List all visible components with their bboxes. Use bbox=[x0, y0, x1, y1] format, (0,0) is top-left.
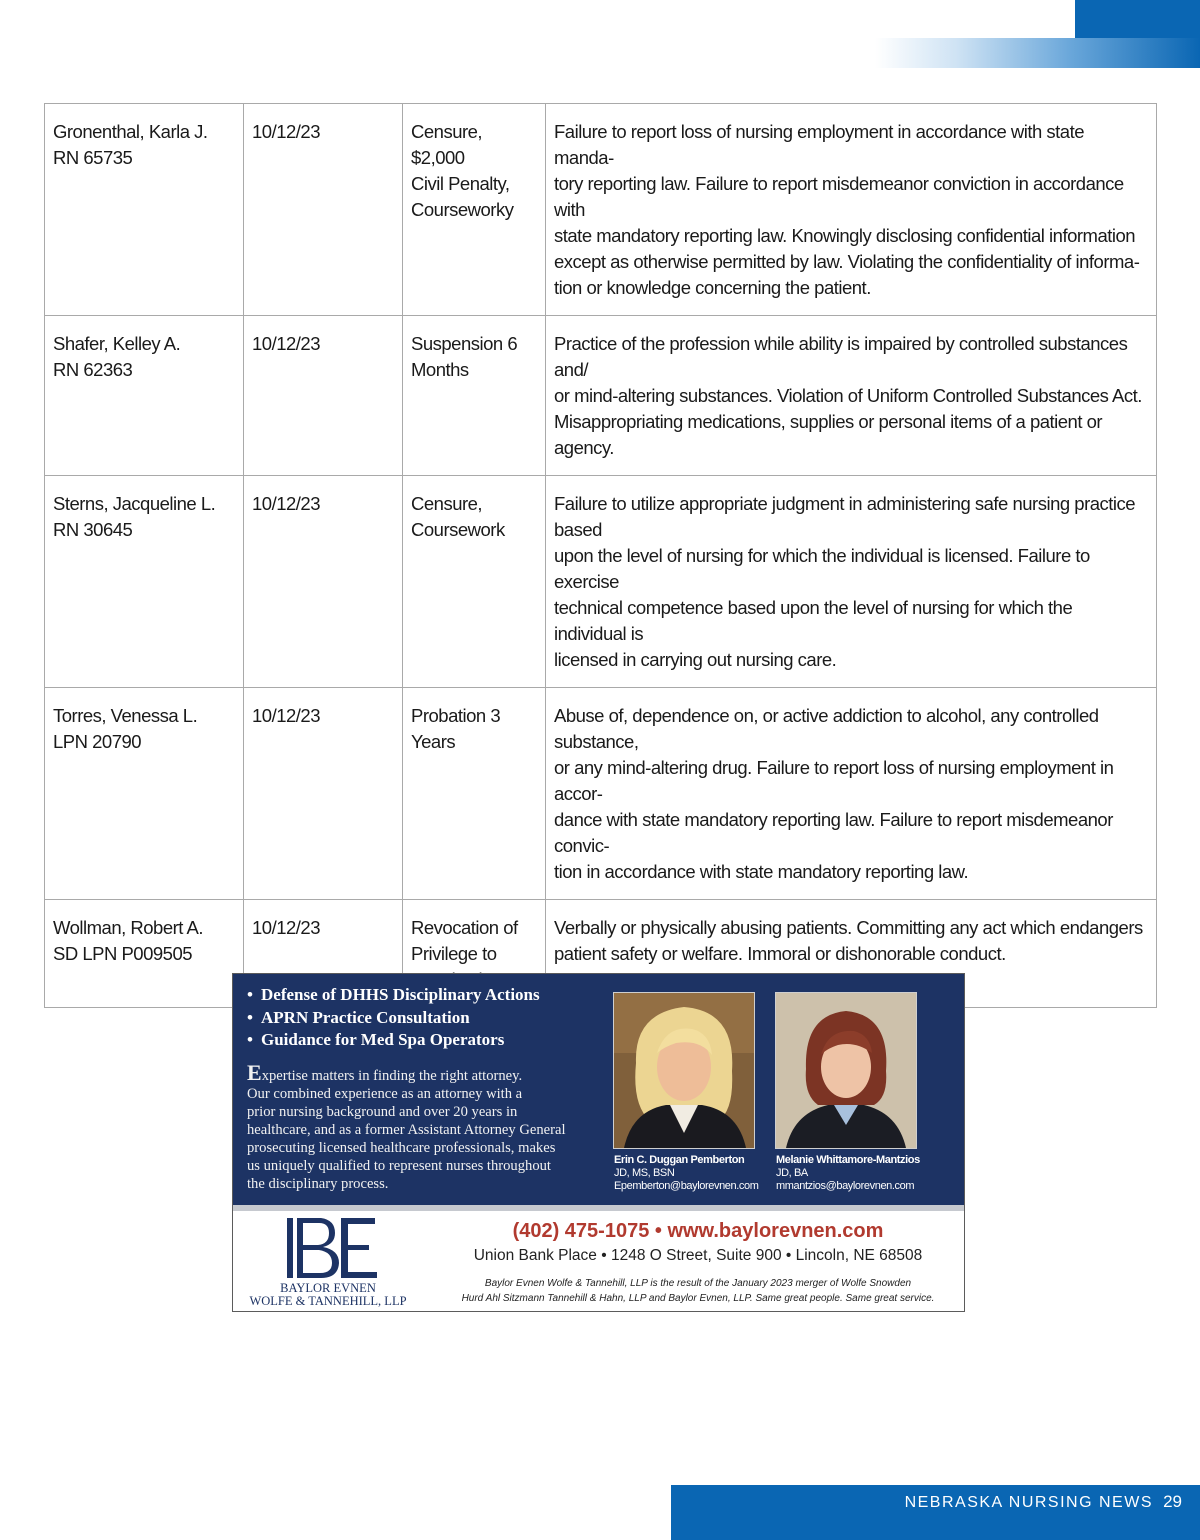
date-text: 10/12/23 bbox=[252, 705, 321, 726]
pitch-line: prosecuting licensed healthcare professionals, makes bbox=[247, 1140, 556, 1156]
violation-description bbox=[546, 688, 1157, 900]
date-text: 10/12/23 bbox=[252, 333, 321, 354]
merger-line: Baylor Evnen Wolfe & Tannehill, LLP is the result of the January 2023 merger of Wolfe Snowden bbox=[484, 1278, 912, 1289]
service-label: Defense of DHHS Disciplinary Actions bbox=[261, 985, 540, 1004]
list-item bbox=[247, 1029, 540, 1052]
violation-line: Failure to utilize appropriate judgment in administering safe nursing practice based bbox=[554, 493, 1136, 540]
action-taken bbox=[403, 476, 546, 688]
action-line: Years bbox=[411, 731, 456, 752]
attorney-name: Erin C. Duggan Pemberton bbox=[614, 1154, 745, 1166]
action-line: Privilege to bbox=[411, 943, 497, 964]
licensee-name: Gronenthal, Karla J. bbox=[53, 121, 208, 142]
action-line: Censure, $2,000 bbox=[411, 121, 483, 168]
license-number: RN 30645 bbox=[53, 519, 133, 540]
licensee-cell bbox=[45, 104, 244, 316]
phone-and-website[interactable]: (402) 475-1075 • www.baylorevnen.com bbox=[512, 1220, 884, 1242]
violation-line: or any mind-altering drug. Failure to report loss of nursing employment in accor- bbox=[554, 757, 1114, 804]
violation-line: tion in accordance with state mandatory reporting law. bbox=[554, 861, 969, 882]
attorney-email[interactable]: mmantzios@baylorevnen.com bbox=[776, 1180, 915, 1192]
pitch-line: the disciplinary process. bbox=[247, 1176, 389, 1192]
date-text: 10/12/23 bbox=[252, 917, 321, 938]
publication-title: NEBRASKA NURSING NEWS bbox=[904, 1494, 1153, 1511]
violation-line: dance with state mandatory reporting law. Failure to report misdemeanor convic- bbox=[554, 809, 1113, 856]
violation-description bbox=[546, 104, 1157, 316]
logo-line: WOLFE & TANNEHILL, LLP bbox=[249, 1294, 407, 1308]
licensee-cell bbox=[45, 688, 244, 900]
action-line: Courseworky bbox=[411, 199, 514, 220]
license-number: RN 62363 bbox=[53, 359, 133, 380]
violation-line: Misappropriating medications, supplies or personal items of a patient or agency. bbox=[554, 411, 1103, 458]
violation-line: upon the level of nursing for which the individual is licensed. Failure to exercise bbox=[554, 545, 1090, 592]
action-date bbox=[244, 688, 403, 900]
pitch-line: prior nursing background and over 20 years in bbox=[247, 1104, 518, 1120]
licensee-name: Torres, Venessa L. bbox=[53, 705, 198, 726]
attorney-photo-whittamore-mantzios bbox=[775, 992, 917, 1149]
attorney-credentials: JD, BA bbox=[776, 1167, 808, 1179]
action-taken bbox=[403, 688, 546, 900]
page-number: 29 bbox=[1163, 1492, 1182, 1511]
violation-line: Practice of the profession while ability is impaired by controlled substances and/ bbox=[554, 333, 1128, 380]
action-date bbox=[244, 104, 403, 316]
pitch-line: healthcare, and as a former Assistant Attorney General bbox=[247, 1122, 566, 1138]
action-line: Suspension 6 bbox=[411, 333, 518, 354]
licensee-name: Wollman, Robert A. bbox=[53, 917, 204, 938]
action-line: Coursework bbox=[411, 519, 505, 540]
table-row bbox=[45, 476, 1157, 688]
bullet-glyph: • bbox=[247, 1007, 253, 1027]
law-firm-advertisement bbox=[232, 973, 965, 1312]
services-list bbox=[247, 984, 540, 1052]
date-text: 10/12/23 bbox=[252, 493, 321, 514]
ad-divider-stripe bbox=[233, 1205, 964, 1211]
action-line: Civil Penalty, bbox=[411, 173, 510, 194]
violation-line: tion or knowledge concerning the patient. bbox=[554, 277, 871, 298]
action-line: Revocation of bbox=[411, 917, 518, 938]
table-row bbox=[45, 104, 1157, 316]
merger-note bbox=[438, 1276, 958, 1306]
violation-line: or mind-altering substances. Violation of Uniform Controlled Substances Act. bbox=[554, 385, 1142, 406]
licensee-cell bbox=[45, 316, 244, 476]
violation-line: Verbally or physically abusing patients. Committing any act which endangers bbox=[554, 917, 1143, 938]
attorney-name: Melanie Whittamore-Mantzios bbox=[776, 1154, 920, 1166]
list-item bbox=[247, 984, 540, 1007]
header-gradient-bar bbox=[875, 38, 1200, 68]
violation-line: patient safety or welfare. Immoral or dishonorable conduct. bbox=[554, 943, 1006, 964]
attorney-caption bbox=[776, 1154, 920, 1193]
violation-line: tory reporting law. Failure to report misdemeanor conviction in accordance with bbox=[554, 173, 1124, 220]
violation-description bbox=[546, 316, 1157, 476]
service-label: APRN Practice Consultation bbox=[261, 1007, 470, 1027]
be-monogram-icon bbox=[283, 1216, 383, 1280]
action-taken bbox=[403, 104, 546, 316]
attorney-credentials: JD, MS, BSN bbox=[614, 1167, 675, 1179]
bullet-glyph: • bbox=[247, 985, 253, 1004]
attorney-email[interactable]: Epemberton@baylorevnen.com bbox=[614, 1180, 759, 1192]
drop-cap: E bbox=[247, 1060, 262, 1085]
service-label: Guidance for Med Spa Operators bbox=[261, 1030, 505, 1049]
table-row bbox=[45, 316, 1157, 476]
logo-line: BAYLOR EVNEN bbox=[280, 1281, 376, 1295]
violation-line: technical competence based upon the level of nursing for which the individual is bbox=[554, 597, 1073, 644]
license-number: RN 65735 bbox=[53, 147, 133, 168]
list-item bbox=[247, 1007, 540, 1030]
bullet-glyph: • bbox=[247, 1030, 253, 1049]
firm-logo-wordmark bbox=[243, 1282, 413, 1308]
action-line: Months bbox=[411, 359, 469, 380]
pitch-line: Our combined experience as an attorney with a bbox=[247, 1086, 523, 1102]
violation-line: except as otherwise permitted by law. Violating the confidentiality of informa- bbox=[554, 251, 1140, 272]
action-line: Probation 3 bbox=[411, 705, 501, 726]
violation-line: Abuse of, dependence on, or active addiction to alcohol, any controlled substance, bbox=[554, 705, 1099, 752]
action-line: Censure, bbox=[411, 493, 483, 514]
page-footer bbox=[671, 1485, 1200, 1540]
license-number: LPN 20790 bbox=[53, 731, 142, 752]
action-date bbox=[244, 316, 403, 476]
firm-logo bbox=[243, 1214, 407, 1308]
pitch-line: xpertise matters in finding the right attorney. bbox=[261, 1068, 523, 1084]
licensee-cell bbox=[45, 900, 244, 1008]
ad-pitch-paragraph bbox=[247, 1060, 597, 1193]
table-row bbox=[45, 688, 1157, 900]
licensee-name: Sterns, Jacqueline L. bbox=[53, 493, 216, 514]
license-number: SD LPN P009505 bbox=[53, 943, 193, 964]
violation-line: state mandatory reporting law. Knowingly disclosing confidential information bbox=[554, 225, 1136, 246]
action-taken bbox=[403, 316, 546, 476]
merger-line: Hurd Ahl Sitzmann Tannehill & Hahn, LLP and Baylor Evnen, LLP. Same great people. Same great service. bbox=[461, 1293, 935, 1304]
action-date bbox=[244, 476, 403, 688]
firm-address: Union Bank Place • 1248 O Street, Suite 900 • Lincoln, NE 68508 bbox=[473, 1247, 923, 1264]
violation-line: licensed in carrying out nursing care. bbox=[554, 649, 837, 670]
violation-line: Failure to report loss of nursing employment in accordance with state manda- bbox=[554, 121, 1085, 168]
violation-description bbox=[546, 476, 1157, 688]
header-blue-block bbox=[1075, 0, 1200, 38]
disciplinary-actions-table bbox=[44, 103, 1157, 1008]
firm-contact bbox=[438, 1218, 958, 1306]
licensee-cell bbox=[45, 476, 244, 688]
attorney-photo-pemberton bbox=[613, 992, 755, 1149]
ad-navy-panel bbox=[233, 974, 964, 1205]
date-text: 10/12/23 bbox=[252, 121, 321, 142]
pitch-line: us uniquely qualified to represent nurses throughout bbox=[247, 1158, 551, 1174]
licensee-name: Shafer, Kelley A. bbox=[53, 333, 181, 354]
attorney-caption bbox=[614, 1154, 758, 1193]
